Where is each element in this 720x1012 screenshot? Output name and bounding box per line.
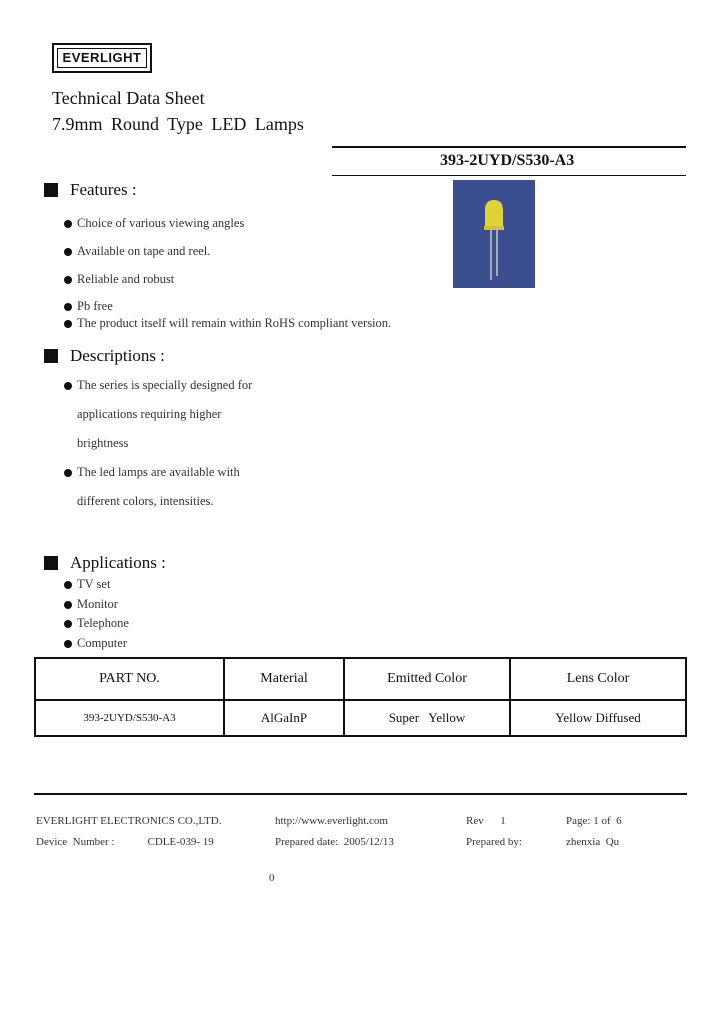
bullet-dot-icon xyxy=(64,640,72,648)
part-number-underline xyxy=(332,175,686,176)
bullet-dot-icon xyxy=(64,620,72,628)
table-header-row xyxy=(35,658,686,700)
cell-emitted-color: Super Yellow xyxy=(344,700,510,736)
feature-item: Available on tape and reel. xyxy=(64,244,210,259)
cell-part-no: 393-2UYD/S530-A3 xyxy=(35,700,224,736)
descriptions-heading-text: Descriptions : xyxy=(70,346,165,365)
footer-company: EVERLIGHT ELECTRONICS CO.,LTD. xyxy=(36,815,222,827)
bullet-dot-icon xyxy=(64,248,72,256)
feature-item: Pb free xyxy=(64,299,113,314)
footer-device-number: Device Number : CDLE-039- 19 xyxy=(36,836,214,848)
application-item: Monitor xyxy=(64,597,118,612)
feature-item: Reliable and robust xyxy=(64,272,174,287)
application-item: Computer xyxy=(64,636,127,651)
bullet-dot-icon xyxy=(64,469,72,477)
footer-page-count: Page: 1 of 6 xyxy=(566,815,622,827)
footer-website-link[interactable]: http://www.everlight.com xyxy=(275,815,388,827)
application-item: TV set xyxy=(64,577,110,592)
square-bullet-icon xyxy=(44,349,58,363)
description-line: brightness xyxy=(77,436,129,450)
square-bullet-icon xyxy=(44,556,58,570)
header-cell-part-no: PART NO. xyxy=(35,658,224,700)
description-line: different colors, intensities. xyxy=(77,494,214,508)
header-cell-material: Material xyxy=(224,658,344,700)
bullet-dot-icon xyxy=(64,220,72,228)
part-spec-table xyxy=(34,657,687,737)
footer-prepared-by: zhenxia Qu xyxy=(566,836,620,848)
bullet-dot-icon xyxy=(64,276,72,284)
part-number-heading: 393-2UYD/S530-A3 xyxy=(440,152,575,169)
bullet-dot-icon xyxy=(64,601,72,609)
description-item: The led lamps are available with xyxy=(64,465,240,480)
doc-subtitle: 7.9mm Round Type LED Lamps xyxy=(52,114,304,134)
cell-lens-color: Yellow Diffused xyxy=(510,700,686,736)
header-divider xyxy=(332,146,686,148)
everlight-logo xyxy=(52,43,152,73)
header-cell-lens-color: Lens Color xyxy=(510,658,686,700)
doc-title: Technical Data Sheet xyxy=(52,88,205,108)
descriptions-heading xyxy=(44,346,165,366)
description-item: The series is specially designed for xyxy=(64,378,252,393)
header-cell-emitted-color: Emitted Color xyxy=(344,658,510,700)
footer-prepared-by-label: Prepared by: xyxy=(466,836,522,848)
bullet-dot-icon xyxy=(64,382,72,390)
footer-revision: Rev 1 xyxy=(466,815,506,827)
bullet-dot-icon xyxy=(64,581,72,589)
square-bullet-icon xyxy=(44,183,58,197)
feature-item: Choice of various viewing angles xyxy=(64,216,244,231)
bullet-dot-icon xyxy=(64,320,72,328)
applications-heading xyxy=(44,553,166,573)
led-product-photo xyxy=(453,180,535,288)
bullet-dot-icon xyxy=(64,303,72,311)
cell-material: AlGaInP xyxy=(224,700,344,736)
applications-heading-text: Applications : xyxy=(70,553,166,572)
logo-text: EVERLIGHT xyxy=(57,48,148,68)
features-heading xyxy=(44,180,137,200)
led-lamp-icon xyxy=(453,180,535,288)
feature-item: The product itself will remain within RoHS compliant version. xyxy=(64,316,391,331)
table-row xyxy=(35,700,686,736)
description-line: applications requiring higher xyxy=(77,407,222,421)
features-heading-text: Features : xyxy=(70,180,137,199)
application-item: Telephone xyxy=(64,616,129,631)
page-index: 0 xyxy=(269,872,275,884)
footer-divider xyxy=(34,793,687,795)
footer-prepared-date: Prepared date: 2005/12/13 xyxy=(275,836,394,848)
